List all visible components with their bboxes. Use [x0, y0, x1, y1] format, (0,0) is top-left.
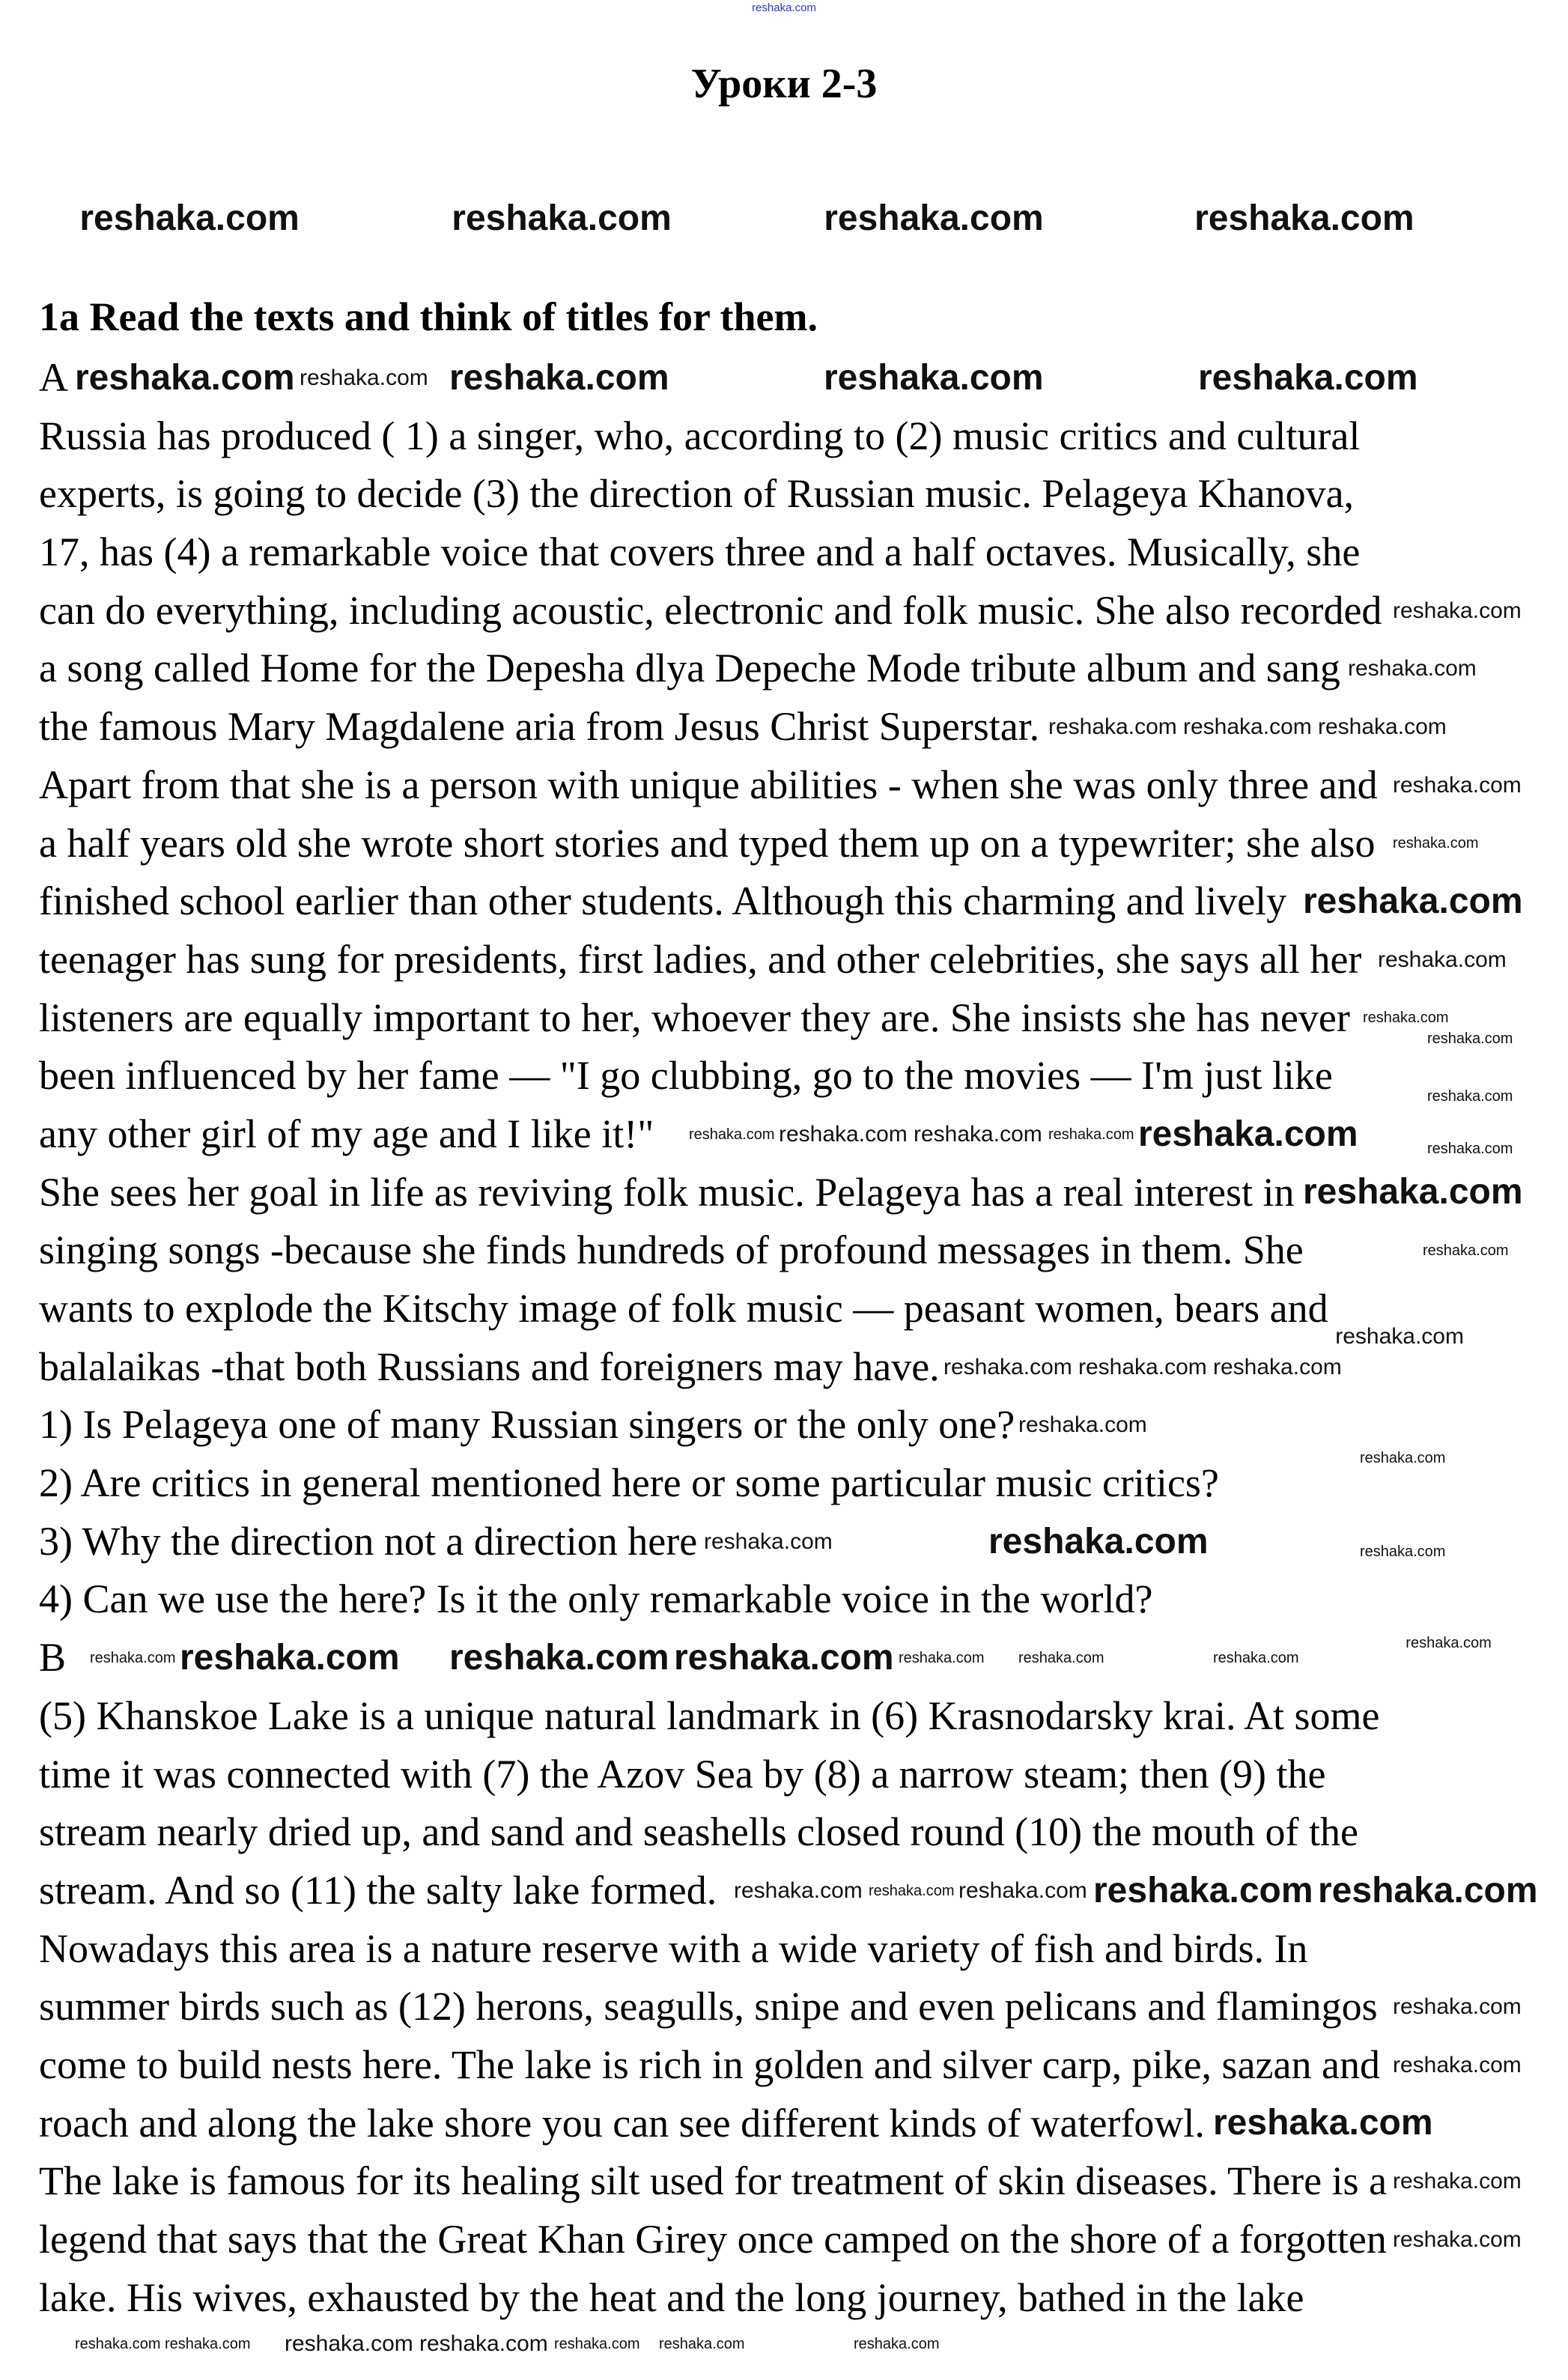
watermark: reshaka.com [1426, 1088, 1513, 1105]
watermark: reshaka.com [165, 2336, 251, 2352]
section-a-text [39, 407, 1387, 1397]
watermark: reshaka.com [1318, 714, 1447, 739]
text-line: stream. And so (11) the salty lake formed. [39, 1867, 717, 1913]
text-line: summer birds such as (12) herons, seagulls, snipe and even pelicans and flamingos [39, 1984, 1378, 2030]
watermark: reshaka.com [704, 1529, 833, 1554]
text-line: been influenced by her fame — "I go clubbing, go to the movies — I'm just like [39, 1053, 1333, 1099]
watermark: reshaka.com [943, 1354, 1072, 1379]
watermark: reshaka.com [1213, 2103, 1433, 2143]
text-line: Apart from that she is a person with unique abilities - when she was only three and [39, 762, 1378, 807]
watermark: reshaka.com [75, 357, 295, 398]
question-line: 4) Can we use the here? Is it the only remarkable voice in the world? [39, 1576, 1153, 1622]
watermark: reshaka.com [958, 1877, 1087, 1903]
watermark: reshaka.com [988, 1521, 1209, 1561]
text-line: finished school earlier than other students. Although this charming and lively [39, 878, 1287, 924]
text-line: any other girl of my age and I like it!" [39, 1111, 654, 1156]
text-line: can do everything, including acoustic, electronic and folk music. She also recorded [39, 587, 1382, 633]
question-line: 1) Is Pelageya one of many Russian singers or the only one? [39, 1402, 1015, 1448]
watermark: reshaka.com [1078, 1354, 1207, 1379]
text-line: a song called Home for the Depesha dlya Depeche Mode tribute album and sang [39, 646, 1340, 691]
watermark: reshaka.com [1393, 2226, 1522, 2252]
watermark: reshaka.com [869, 1882, 955, 1899]
watermark: reshaka.com [1359, 1543, 1446, 1560]
document-body [39, 349, 1387, 2327]
watermark: reshaka.com [449, 357, 669, 398]
text-line: stream nearly dried up, and sand and seashells closed round (10) the mouth of the [39, 1809, 1359, 1855]
watermark: reshaka.com [75, 2336, 161, 2352]
watermark: reshaka.com [1183, 714, 1312, 739]
watermark: reshaka.com [1393, 835, 1479, 852]
watermark: reshaka.com [285, 2331, 413, 2356]
top-site-link[interactable]: reshaka.com [752, 1, 816, 14]
section-b-label: B [39, 1635, 67, 1681]
watermark: reshaka.com [1426, 1140, 1513, 1157]
watermark: reshaka.com [1213, 1649, 1299, 1666]
watermark: reshaka.com [1138, 1114, 1358, 1154]
text-line: a half years old she wrote short stories and typed them up on a typewriter; she also [39, 820, 1376, 866]
watermark: reshaka.com [779, 1121, 908, 1147]
section-b-text [39, 1687, 1387, 2328]
watermark: reshaka.com [854, 2336, 940, 2352]
watermark: reshaka.com [452, 198, 672, 239]
text-line: lake. His wives, exhausted by the heat and the long journey, bathed in the lake [39, 2274, 1304, 2320]
watermark: reshaka.com [1359, 1449, 1446, 1466]
watermark: reshaka.com [449, 1637, 669, 1678]
watermark: reshaka.com [1393, 2052, 1522, 2077]
watermark: reshaka.com [1426, 1030, 1513, 1047]
watermark: reshaka.com [419, 2331, 548, 2356]
watermark: reshaka.com [1048, 714, 1177, 739]
watermark: reshaka.com [1378, 947, 1507, 972]
watermark: reshaka.com [1393, 2169, 1522, 2194]
watermark: reshaka.com [180, 1637, 400, 1678]
text-line: come to build nests here. The lake is rich in golden and silver carp, pike, sazan and [39, 2041, 1380, 2087]
watermark: reshaka.com [1406, 1635, 1492, 1652]
text-line: teenager has sung for presidents, first ladies, and other celebrities, she says all her [39, 936, 1362, 982]
watermark: reshaka.com [1393, 1994, 1522, 2020]
text-line: 17, has (4) a remarkable voice that covers three and a half octaves. Musically, she [39, 529, 1361, 575]
watermark: reshaka.com [1018, 1649, 1104, 1666]
text-line: time it was connected with (7) the Azov Sea by (8) a narrow steam; then (9) the [39, 1751, 1326, 1797]
watermark: reshaka.com [1318, 1870, 1538, 1910]
question-line: 3) Why the direction not a direction here [39, 1518, 698, 1564]
watermark: reshaka.com [899, 1649, 985, 1666]
watermark: reshaka.com [1093, 1870, 1313, 1910]
watermark: reshaka.com [1198, 357, 1418, 398]
watermark: reshaka.com [554, 2336, 640, 2352]
text-line: the famous Mary Magdalene aria from Jesus Christ Superstar. [39, 704, 1040, 750]
watermark: reshaka.com [1348, 656, 1477, 681]
watermark: reshaka.com [300, 365, 428, 390]
text-line: singing songs -because she finds hundreds of profound messages in them. She [39, 1227, 1304, 1273]
text-line: experts, is going to decide (3) the direction of Russian music. Pelageya Khanova, [39, 471, 1355, 517]
watermark: reshaka.com [1303, 881, 1523, 922]
watermark: reshaka.com [1393, 772, 1522, 798]
watermark: reshaka.com [1018, 1412, 1147, 1438]
watermark: reshaka.com [674, 1637, 894, 1678]
section-a-label: A [39, 355, 68, 400]
text-line: Nowadays this area is a nature reserve with a wide variety of fish and birds. In [39, 1925, 1308, 1971]
section-a-questions [39, 1396, 1387, 1629]
watermark: reshaka.com [914, 1121, 1042, 1147]
question-line: 2) Are critics in general mentioned here or some particular music critics? [39, 1460, 1219, 1506]
watermark: reshaka.com [1393, 598, 1522, 623]
text-line: legend that says that the Great Khan Girey once camped on the shore of a forgotten [39, 2217, 1387, 2262]
text-line: The lake is famous for its healing silt used for treatment of skin diseases. There is a [39, 2158, 1388, 2204]
watermark: reshaka.com [90, 1649, 176, 1666]
watermark: reshaka.com [824, 198, 1044, 239]
text-line: roach and along the lake shore you can see different kinds of waterfowl. [39, 2100, 1205, 2146]
watermark: reshaka.com [1303, 1172, 1523, 1212]
watermark: reshaka.com [689, 1126, 775, 1143]
watermark: reshaka.com [734, 1877, 863, 1903]
watermark: reshaka.com [1048, 1126, 1134, 1143]
text-line: (5) Khanskoe Lake is a unique natural landmark in (6) Krasnodarsky krai. At some [39, 1693, 1380, 1738]
watermark: reshaka.com [1213, 1354, 1342, 1379]
text-line: She sees her goal in life as reviving folk music. Pelageya has a real interest in [39, 1169, 1295, 1215]
page-title: Уроки 2-3 [690, 61, 878, 107]
text-line: wants to explode the Kitschy image of folk music — peasant women, bears and [39, 1286, 1328, 1331]
text-line: Russia has produced ( 1) a singer, who, according to (2) music critics and cultural [39, 413, 1361, 458]
watermark: reshaka.com [659, 2336, 745, 2352]
watermark: reshaka.com [1194, 198, 1414, 239]
text-line: listeners are equally important to her, whoever they are. She insists she has never [39, 995, 1350, 1040]
text-line: balalaikas -that both Russians and foreigners may have. [39, 1344, 940, 1389]
watermark: reshaka.com [79, 198, 300, 239]
task-heading: 1a Read the texts and think of titles for them. [39, 294, 818, 339]
watermark: reshaka.com [824, 357, 1044, 398]
watermark: reshaka.com [1363, 1010, 1449, 1027]
watermark: reshaka.com [1335, 1324, 1464, 1350]
watermark: reshaka.com [1423, 1242, 1509, 1260]
